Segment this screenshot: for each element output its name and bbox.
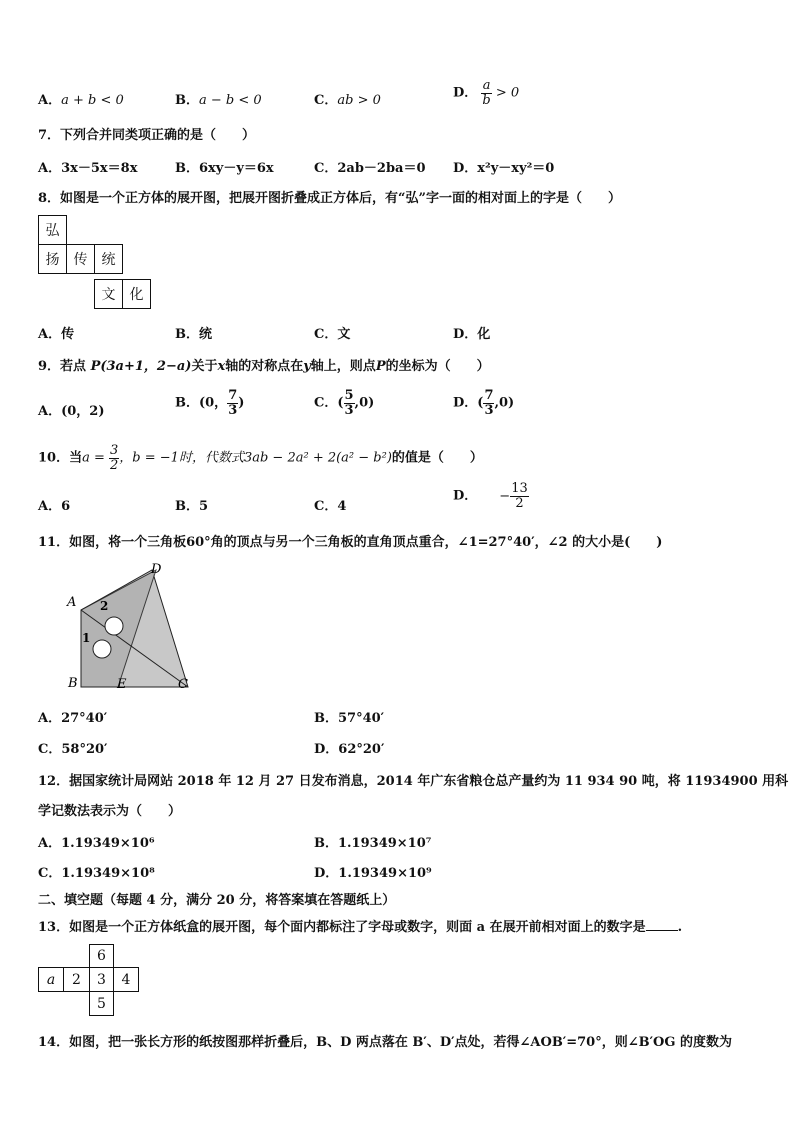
q10-option-d: D． − $\frac{13}{2}$ [453,481,528,511]
q11-option-d: D．62°20′ [314,742,385,757]
q8-cell: 文 [94,279,123,309]
label-E: E [117,677,127,692]
q6-d-fraction: $\frac{a}{b}$ [482,78,491,108]
q13-cell: 5 [89,991,114,1016]
q8-option-c: C．文 [314,327,351,342]
q12-option-a: A．1.19349×10⁶ [38,836,155,851]
q8-option-b: B．统 [175,327,212,342]
q10-option-b: B．5 [175,499,209,514]
q7-stem: 7．下列合并同类项正确的是（ ） [38,128,256,143]
label-C: C [178,677,188,692]
q12-option-b: B．1.19349×10⁷ [314,836,432,851]
label-D: D [151,562,162,577]
q8-cell: 扬 [38,244,67,274]
q10-stem: 10．当a = $\frac{3}{2}$ ，b = −1时，代数式3ab − 2a² + 2(a² − b²)的值是（ ） [38,443,483,473]
q6-option-b: B．a − b < 0 [175,93,262,108]
label-angle-1: 1 [82,631,91,645]
q8-option-a: A．传 [38,327,75,342]
q7-option-d: D．x²y－xy²＝0 [453,161,555,176]
q6-option-d: D． $\frac{a}{b}$ > 0 [453,78,520,108]
q6-option-c: C．ab > 0 [314,93,381,108]
q9-option-c: C．( $\frac{5}{3}$ ,0) [314,388,375,418]
q6-option-a: A．a + b < 0 [38,93,124,108]
q13-cell: 4 [113,967,139,992]
label-angle-2: 2 [100,599,109,613]
q8-stem: 8．如图是一个正方体的展开图，把展开图折叠成正方体后，有“弘”字一面的相对面上的字是（ ） [38,191,622,206]
q7-option-c: C．2ab－2ba＝0 [314,161,426,176]
q10-option-a: A．6 [38,499,71,514]
q8-cell: 化 [122,279,151,309]
q10-option-c: C．4 [314,499,347,514]
q11-stem: 11．如图，将一个三角板60°角的顶点与另一个三角板的直角顶点重合，∠1=27°40′，∠2 的大小是( ) [38,535,663,550]
q13-cell: 3 [89,967,114,992]
q9-stem: 9．若点 P(3a+1，2−a)关于x轴的对称点在y轴上，则点P的坐标为（ ） [38,359,490,374]
q11-option-b: B．57°40′ [314,711,385,726]
q12-stem-line1: 12．据国家统计局网站 2018 年 12 月 27 日发布消息，2014 年广东省粮仓总产量约为 11 934 90 吨，将 11934900 用科 [38,774,789,789]
q13-cell: a [38,967,64,992]
q11-triangle-figure [60,560,200,694]
q9-option-a: A．(0，2) [38,404,105,419]
q12-stem-line2: 学记数法表示为（ ） [38,804,182,819]
q14-stem: 14．如图，把一张长方形的纸按图那样折叠后，B、D 两点落在 B′、D′点处，若得∠AOB′=70°，则∠B′OG 的度数为 [38,1035,732,1050]
q8-cell: 传 [66,244,95,274]
q8-option-d: D．化 [453,327,491,342]
q8-cell: 统 [94,244,123,274]
q11-option-a: A．27°40′ [38,711,108,726]
q11-option-c: C．58°20′ [38,742,108,757]
q12-option-d: D．1.19349×10⁹ [314,866,432,881]
q7-option-b: B．6xy－y＝6x [175,161,274,176]
q13-answer-blank[interactable] [646,919,678,931]
q9-option-b: B．(0， $\frac{7}{3}$ ) [175,388,245,418]
q13-cell: 2 [63,967,90,992]
label-B: B [68,676,78,691]
section-heading: 二、填空题（每题 4 分，满分 20 分，将答案填在答题纸上） [38,893,396,908]
q13-stem: 13．如图是一个正方体纸盒的展开图，每个面内都标注了字母或数字，则面 a 在展开前相对面上的数字是 . [38,920,683,935]
q9-option-d: D．( $\frac{7}{3}$ ,0) [453,388,515,418]
label-A: A [67,595,77,610]
q13-cell: 6 [89,944,114,968]
q12-option-c: C．1.19349×10⁸ [38,866,155,881]
q8-cell: 弘 [38,215,67,245]
q7-option-a: A．3x－5x＝8x [38,161,138,176]
